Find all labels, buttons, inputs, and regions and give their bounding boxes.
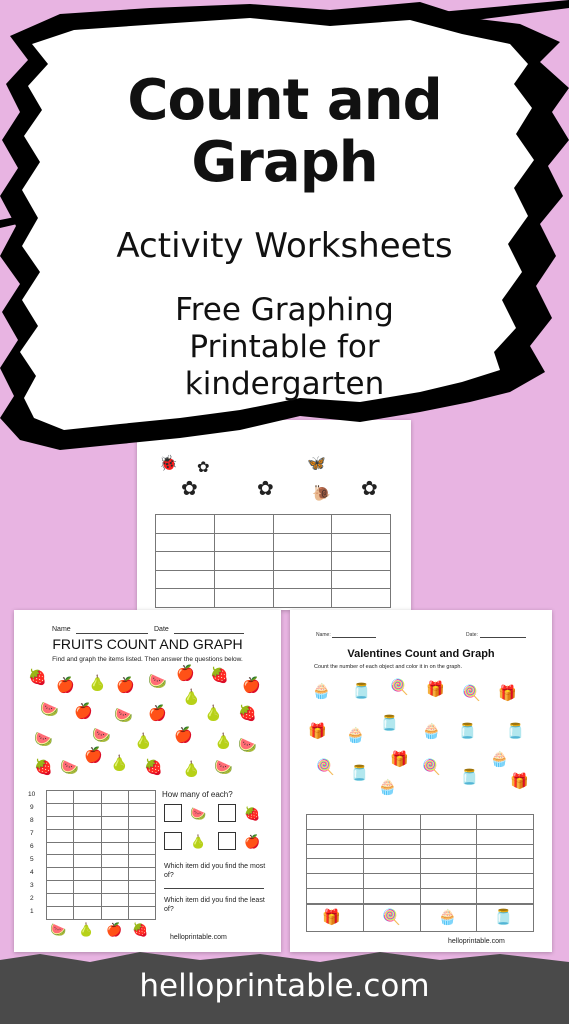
ladybug-icon: 🐞 xyxy=(159,455,178,472)
apple-icon: 🍎 xyxy=(84,747,103,764)
jar-icon: 🫙 xyxy=(458,723,477,740)
cupcake-icon: 🧁 xyxy=(490,751,509,768)
jar-icon: 🫙 xyxy=(460,769,479,786)
graph-grid xyxy=(306,814,534,904)
pear-icon: 🍐 xyxy=(182,689,201,706)
watermelon-icon: 🍉 xyxy=(34,731,53,748)
name-line xyxy=(332,637,376,638)
gift-icon: 🎁 xyxy=(498,685,517,702)
site-url[interactable]: helloprintable.com xyxy=(139,968,430,1004)
worksheet-title: FRUITS COUNT AND GRAPH xyxy=(52,636,243,652)
least-question: Which item did you find the least of? xyxy=(164,897,265,913)
pear-icon: 🍐 xyxy=(204,705,223,722)
how-many-question: How many of each? xyxy=(162,790,233,799)
description-line-3: kindergarten xyxy=(184,366,385,402)
name-label: Name: xyxy=(316,632,331,638)
apple-icon: 🍎 xyxy=(174,727,193,744)
gift-icon: 🎁 xyxy=(308,723,327,740)
gift-icon: 🎁 xyxy=(426,681,445,698)
date-line xyxy=(480,637,526,638)
y-label: 5 xyxy=(30,856,34,863)
date-label: Date xyxy=(154,626,169,633)
lollipop-icon: 🍭 xyxy=(390,679,409,696)
valentines-worksheet xyxy=(290,610,552,952)
strawberry-icon: 🍓 xyxy=(144,759,163,776)
title-line-1: Count and xyxy=(127,68,442,133)
cupcake-icon: 🧁 xyxy=(438,909,457,926)
description-line-2: Printable for xyxy=(189,329,380,365)
strawberry-icon: 🍓 xyxy=(238,705,257,722)
date-line xyxy=(174,633,244,634)
lollipop-icon: 🍭 xyxy=(422,759,441,776)
pear-icon: 🍐 xyxy=(78,922,95,937)
y-label: 6 xyxy=(30,843,34,850)
main-title xyxy=(0,70,569,194)
description xyxy=(0,292,569,403)
y-label: 4 xyxy=(30,869,34,876)
pear-icon: 🍐 xyxy=(214,733,233,750)
lollipop-icon: 🍭 xyxy=(382,909,401,926)
y-label: 10 xyxy=(28,791,36,798)
jar-icon: 🫙 xyxy=(506,723,525,740)
title-line-2: Graph xyxy=(191,130,378,195)
worksheet-footer: helloprintable.com xyxy=(170,934,227,941)
cupcake-icon: 🧁 xyxy=(422,723,441,740)
flower-icon: ✿ xyxy=(257,478,274,500)
pear-icon: 🍐 xyxy=(182,761,201,778)
answer-box[interactable] xyxy=(164,832,182,850)
cupcake-icon: 🧁 xyxy=(378,779,397,796)
name-line xyxy=(76,633,148,634)
answer-box[interactable] xyxy=(164,804,182,822)
answer-line[interactable] xyxy=(164,888,264,889)
apple-icon: 🍎 xyxy=(106,922,123,937)
jar-icon: 🫙 xyxy=(494,909,513,926)
strawberry-icon: 🍓 xyxy=(34,759,53,776)
watermelon-icon: 🍉 xyxy=(190,806,207,821)
apple-icon: 🍎 xyxy=(244,834,261,849)
watermelon-icon: 🍉 xyxy=(148,673,167,690)
strawberry-icon: 🍓 xyxy=(244,806,261,821)
apple-icon: 🍎 xyxy=(148,705,167,722)
strawberry-icon: 🍓 xyxy=(132,922,149,937)
lollipop-icon: 🍭 xyxy=(462,685,481,702)
worksheet-instructions: Count the number of each object and color it in on the graph. xyxy=(314,664,462,670)
pear-icon: 🍐 xyxy=(134,733,153,750)
gift-icon: 🎁 xyxy=(322,909,341,926)
snail-icon: 🐌 xyxy=(312,485,331,502)
lollipop-icon: 🍭 xyxy=(316,759,335,776)
answer-box[interactable] xyxy=(218,832,236,850)
apple-icon: 🍎 xyxy=(74,703,93,720)
fruits-worksheet xyxy=(14,610,281,952)
subtitle: Activity Worksheets xyxy=(116,226,453,266)
strawberry-icon: 🍓 xyxy=(28,669,47,686)
watermelon-icon: 🍉 xyxy=(60,759,79,776)
jar-icon: 🫙 xyxy=(350,765,369,782)
jar-icon: 🫙 xyxy=(380,715,399,732)
pear-icon: 🍐 xyxy=(88,675,107,692)
graph-grid xyxy=(155,514,391,608)
flower-icon: ✿ xyxy=(361,478,378,500)
y-label: 3 xyxy=(30,882,34,889)
pear-icon: 🍐 xyxy=(110,755,129,772)
answer-box[interactable] xyxy=(218,804,236,822)
worksheet-title: Valentines Count and Graph xyxy=(347,648,495,660)
apple-icon: 🍎 xyxy=(56,677,75,694)
strawberry-icon: 🍓 xyxy=(210,667,229,684)
graph-grid xyxy=(46,790,156,920)
y-label: 2 xyxy=(30,895,34,902)
date-label: Date: xyxy=(466,632,478,638)
worksheet-instructions: Find and graph the items listed. Then answer the questions below. xyxy=(52,656,243,663)
most-question: Which item did you find the most of? xyxy=(164,863,266,879)
apple-icon: 🍎 xyxy=(176,665,195,682)
y-label: 8 xyxy=(30,817,34,824)
watermelon-icon: 🍉 xyxy=(114,707,133,724)
pear-icon: 🍐 xyxy=(190,834,207,849)
flower-icon: ✿ xyxy=(181,478,198,500)
watermelon-icon: 🍉 xyxy=(214,759,233,776)
cupcake-icon: 🧁 xyxy=(312,683,331,700)
name-label: Name xyxy=(52,626,71,633)
apple-icon: 🍎 xyxy=(116,677,135,694)
watermelon-icon: 🍉 xyxy=(92,727,111,744)
apple-icon: 🍎 xyxy=(242,677,261,694)
watermelon-icon: 🍉 xyxy=(238,737,257,754)
jar-icon: 🫙 xyxy=(352,683,371,700)
watermelon-icon: 🍉 xyxy=(50,922,67,937)
y-label: 9 xyxy=(30,804,34,811)
flower-icon: ✿ xyxy=(197,459,210,476)
butterfly-icon: 🦋 xyxy=(307,455,326,472)
worksheet-footer: helloprintable.com xyxy=(448,938,505,945)
y-label: 7 xyxy=(30,830,34,837)
gift-icon: 🎁 xyxy=(390,751,409,768)
gift-icon: 🎁 xyxy=(510,773,529,790)
y-label: 1 xyxy=(30,908,34,915)
watermelon-icon: 🍉 xyxy=(40,701,59,718)
description-line-1: Free Graphing xyxy=(175,292,394,328)
cupcake-icon: 🧁 xyxy=(346,727,365,744)
